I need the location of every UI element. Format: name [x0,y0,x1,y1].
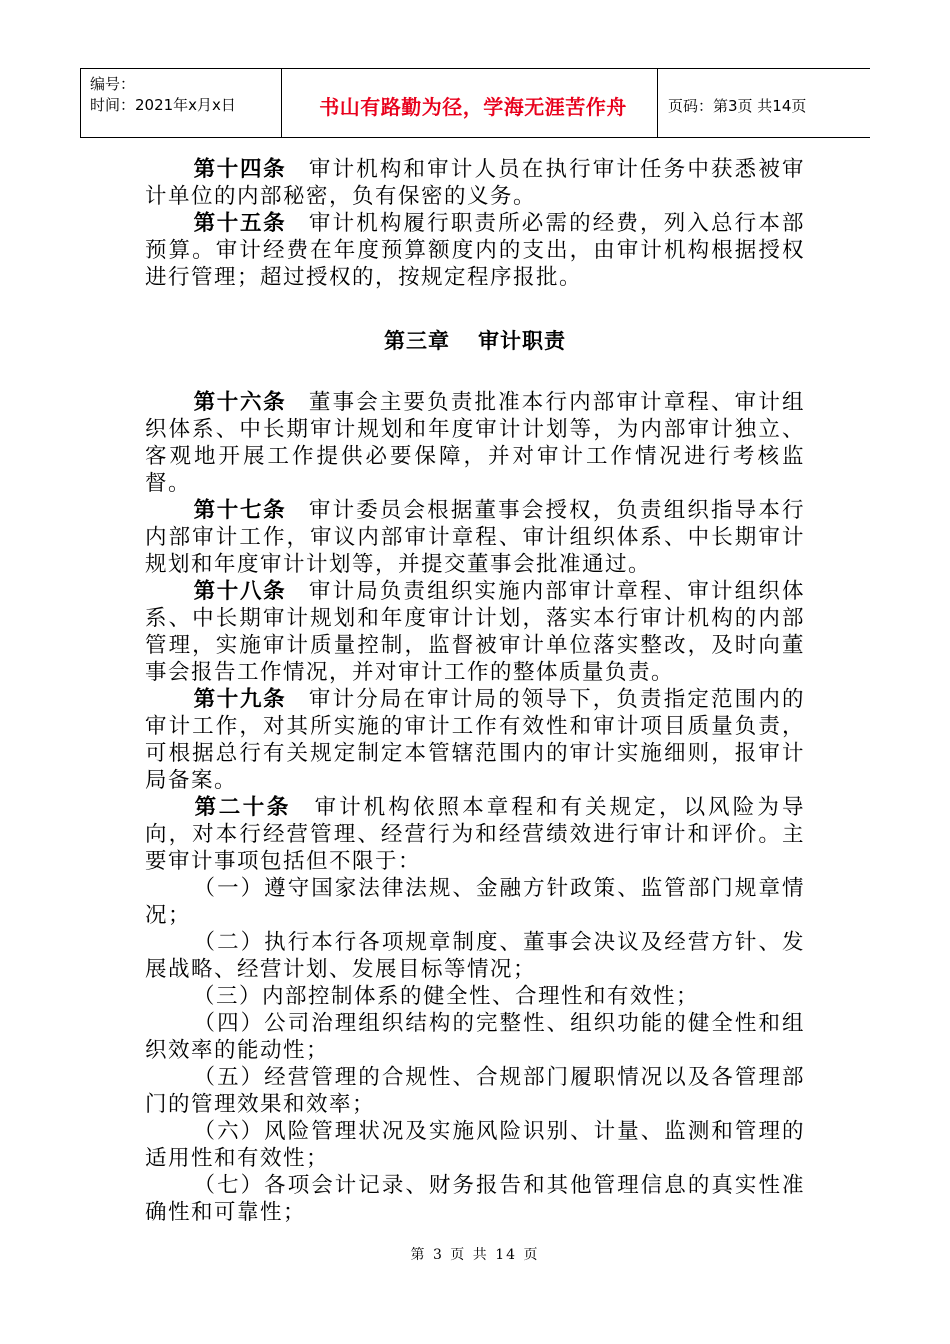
document-time-label: 时间：2021年x月x日 [90,96,236,114]
article-14 [145,156,805,210]
list-item [145,875,805,929]
list-item [145,929,805,983]
article-20 [145,794,805,875]
document-body [145,156,805,1226]
chapter-number: 第三章 [384,329,450,353]
list-item-text: （三）内部控制体系的健全性、合理性和有效性； [193,984,700,1009]
list-item [145,1010,805,1064]
article-text: 审计机构履行职责所必需的经费，列入总行本部预算。审计经费在年度预算额度内的支出，由审计机构根据授权进行管理；超过授权的，按规定程序报批。 [145,211,805,290]
article-title: 第十七条 [193,498,287,523]
article-title: 第二十条 [193,795,291,820]
list-item [145,1064,805,1118]
header-page-info: 页码：第3页 共14页 [668,97,807,115]
article-text: 审计分局在审计局的领导下，负责指定范围内的审计工作，对其所实施的审计工作有效性和审计项目质量负责，可根据总行有关规定制定本管辖范围内的审计实施细则，报审计局备案。 [145,687,805,793]
document-number-label: 编号： [90,75,136,93]
article-18 [145,578,805,686]
chapter-name: 审计职责 [478,329,566,353]
page-footer: 第 3 页 共 14 页 [410,1247,540,1263]
article-title: 第十五条 [193,211,287,236]
list-item-text: （七）各项会计记录、财务报告和其他管理信息的真实性准确性和可靠性； [145,1173,805,1225]
chapter-heading [145,325,805,355]
article-19 [145,686,805,794]
header-meta [90,74,236,116]
list-item-text: （四）公司治理组织结构的完整性、组织功能的健全性和组织效率的能动性； [145,1011,805,1063]
list-item-text: （一）遵守国家法律法规、金融方针政策、监管部门规章情况； [145,876,805,928]
list-item-text: （六）风险管理状况及实施风险识别、计量、监测和管理的适用性和有效性； [145,1119,805,1171]
header-left-border [80,69,81,137]
list-item-text: （二）执行本行各项规章制度、董事会决议及经营方针、发展战略、经营计划、发展目标等情况； [145,930,805,982]
article-text: 董事会主要负责批准本行内部审计章程、审计组织体系、中长期审计规划和年度审计计划等，为内部审计独立、客观地开展工作提供必要保障，并对审计工作情况进行考核监督。 [145,390,805,496]
list-item [145,983,805,1010]
article-15 [145,210,805,291]
article-title: 第十四条 [193,157,287,182]
header-divider-1 [281,69,282,137]
article-16 [145,389,805,497]
header-motto: 书山有路勤为径，学海无涯苦作舟 [319,95,627,119]
list-item-text: （五）经营管理的合规性、合规部门履职情况以及各管理部门的管理效果和效率； [145,1065,805,1117]
article-17 [145,497,805,578]
article-title: 第十八条 [193,579,287,604]
header-table [80,68,870,138]
list-item [145,1172,805,1226]
article-text: 审计委员会根据董事会授权，负责组织指导本行内部审计工作，审议内部审计章程、审计组织体系、中长期审计规划和年度审计计划等，并提交董事会批准通过。 [145,498,805,577]
article-title: 第十九条 [193,687,287,712]
article-text: 审计机构和审计人员在执行审计任务中获悉被审计单位的内部秘密，负有保密的义务。 [145,157,805,209]
article-title: 第十六条 [193,390,287,415]
article-text: 审计机构依照本章程和有关规定，以风险为导向，对本行经营管理、经营行为和经营绩效进行审计和评价。主要审计事项包括但不限于： [145,795,805,874]
list-item [145,1118,805,1172]
article-text: 审计局负责组织实施内部审计章程、审计组织体系、中长期审计规划和年度审计计划，落实本行审计机构的内部管理，实施审计质量控制，监督被审计单位落实整改，及时向董事会报告工作情况，并对审计工作的整体质量负责。 [145,579,805,685]
